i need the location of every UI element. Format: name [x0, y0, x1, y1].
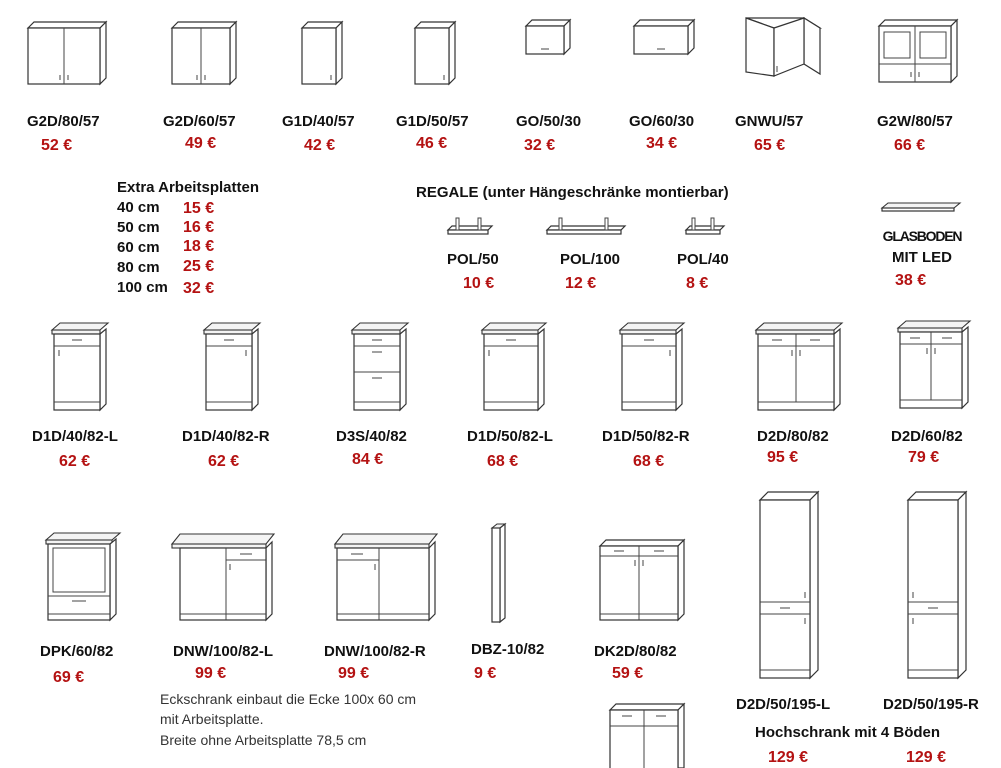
double-door-wall-cabinet-icon	[26, 20, 110, 86]
note-line: Breite ohne Arbeitsplatte 78,5 cm	[160, 732, 367, 748]
product-code: D2D/60/82	[891, 428, 963, 445]
oven-housing-cabinet-icon	[44, 530, 124, 626]
product-code: DK2D/80/82	[594, 643, 677, 660]
product-code: DPK/60/82	[40, 643, 114, 660]
product-code: POL/50	[447, 251, 499, 268]
glass-shelf-label: MIT LED	[892, 249, 952, 266]
product-price: 66 €	[894, 137, 926, 154]
base-cabinet-drawer-door-icon	[50, 320, 110, 416]
product-price: 52 €	[41, 137, 73, 154]
product-price: 65 €	[754, 137, 786, 154]
shelf-icon	[684, 216, 726, 238]
flap-wall-cabinet-icon	[524, 18, 574, 58]
flap-wall-cabinet-icon	[632, 18, 698, 58]
product-code: G2D/80/57	[27, 113, 100, 130]
product-code: DNW/100/82-L	[173, 643, 274, 660]
corner-wall-cabinet-icon	[744, 14, 824, 80]
product-code: DBZ-10/82	[471, 641, 545, 658]
product-code: D1D/50/82-R	[602, 428, 690, 445]
worktop-size: 50 cm	[117, 219, 160, 236]
product-price: 12 €	[565, 275, 597, 292]
single-door-wall-cabinet-icon	[300, 20, 346, 86]
product-code: G2W/80/57	[877, 113, 953, 130]
product-price: 129 €	[768, 749, 809, 766]
product-price: 129 €	[906, 749, 947, 766]
product-price: 38 €	[895, 272, 927, 289]
product-code: GO/60/30	[629, 113, 695, 130]
base-cabinet-drawer-door-icon	[480, 320, 548, 416]
product-code: DNW/100/82-R	[324, 643, 426, 660]
worktop-size: 80 cm	[117, 259, 160, 276]
long-shelf-icon	[545, 216, 627, 238]
tall-cabinet-icon	[906, 490, 968, 680]
worktop-size: 40 cm	[117, 199, 160, 216]
product-price: 62 €	[208, 453, 240, 470]
product-code: POL/100	[560, 251, 621, 268]
sink-base-cabinet-icon	[596, 538, 688, 626]
single-door-wall-cabinet-icon	[413, 20, 459, 86]
base-cabinet-drawer-door-icon	[618, 320, 686, 416]
double-base-cabinet-icon	[754, 320, 844, 416]
worktop-size: 60 cm	[117, 239, 160, 256]
product-price: 84 €	[352, 451, 384, 468]
product-code: POL/40	[677, 251, 729, 268]
product-price: 79 €	[908, 449, 940, 466]
product-code: D2D/50/195-L	[736, 696, 831, 713]
product-price: 99 €	[338, 665, 370, 682]
product-code: D1D/40/82-L	[32, 428, 118, 445]
product-price: 68 €	[633, 453, 665, 470]
product-price: 68 €	[487, 453, 519, 470]
worktops-title: Extra Arbeitsplatten	[117, 179, 259, 196]
double-base-cabinet-icon	[896, 318, 972, 414]
product-price: 32 €	[524, 137, 556, 154]
product-price: 46 €	[416, 135, 448, 152]
product-code: G2D/60/57	[163, 113, 236, 130]
product-price: 59 €	[612, 665, 644, 682]
product-price: 62 €	[59, 453, 91, 470]
product-code: D2D/50/195-R	[883, 696, 979, 713]
tall-cabinet-caption: Hochschrank mit 4 Böden	[755, 724, 941, 741]
glass-shelf-label: GLASBODEN	[882, 228, 962, 244]
product-price: 69 €	[53, 669, 85, 686]
worktop-price: 32 €	[183, 280, 215, 297]
product-code: D1D/40/82-R	[182, 428, 270, 445]
product-price: 10 €	[463, 275, 495, 292]
glass-door-wall-cabinet-icon	[877, 18, 961, 84]
product-code: GO/50/30	[516, 113, 582, 130]
product-code: D2D/80/82	[757, 428, 829, 445]
worktop-price: 16 €	[183, 219, 215, 236]
worktop-size: 100 cm	[117, 279, 168, 296]
worktop-price: 15 €	[183, 200, 215, 217]
product-code: D3S/40/82	[336, 428, 407, 445]
shelves-title: REGALE (unter Hängeschränke montierbar)	[416, 184, 729, 201]
product-price: 49 €	[185, 135, 217, 152]
product-code: GNWU/57	[735, 113, 804, 130]
product-price: 34 €	[646, 135, 678, 152]
note-line: mit Arbeitsplatte.	[160, 711, 264, 727]
product-price: 99 €	[195, 665, 227, 682]
product-price: 8 €	[686, 275, 709, 292]
worktop-price: 18 €	[183, 238, 215, 255]
product-code: G1D/40/57	[282, 113, 355, 130]
worktop-price: 25 €	[183, 258, 215, 275]
product-code: D1D/50/82-L	[467, 428, 553, 445]
blind-panel-icon	[489, 522, 509, 626]
partial-cabinet-icon	[606, 702, 686, 768]
three-drawer-base-cabinet-icon	[350, 320, 410, 416]
base-cabinet-drawer-door-icon	[202, 320, 262, 416]
note-line: Eckschrank einbaut die Ecke 100x 60 cm	[160, 691, 417, 707]
tall-cabinet-icon	[758, 490, 820, 680]
product-price: 9 €	[474, 665, 497, 682]
corner-base-cabinet-icon	[170, 530, 276, 626]
shelf-icon	[446, 216, 494, 238]
product-code: G1D/50/57	[396, 113, 469, 130]
product-price: 95 €	[767, 449, 799, 466]
product-price: 42 €	[304, 137, 336, 154]
glass-shelf-icon	[880, 200, 962, 214]
corner-base-cabinet-icon	[333, 530, 439, 626]
double-door-wall-cabinet-icon	[170, 20, 240, 86]
